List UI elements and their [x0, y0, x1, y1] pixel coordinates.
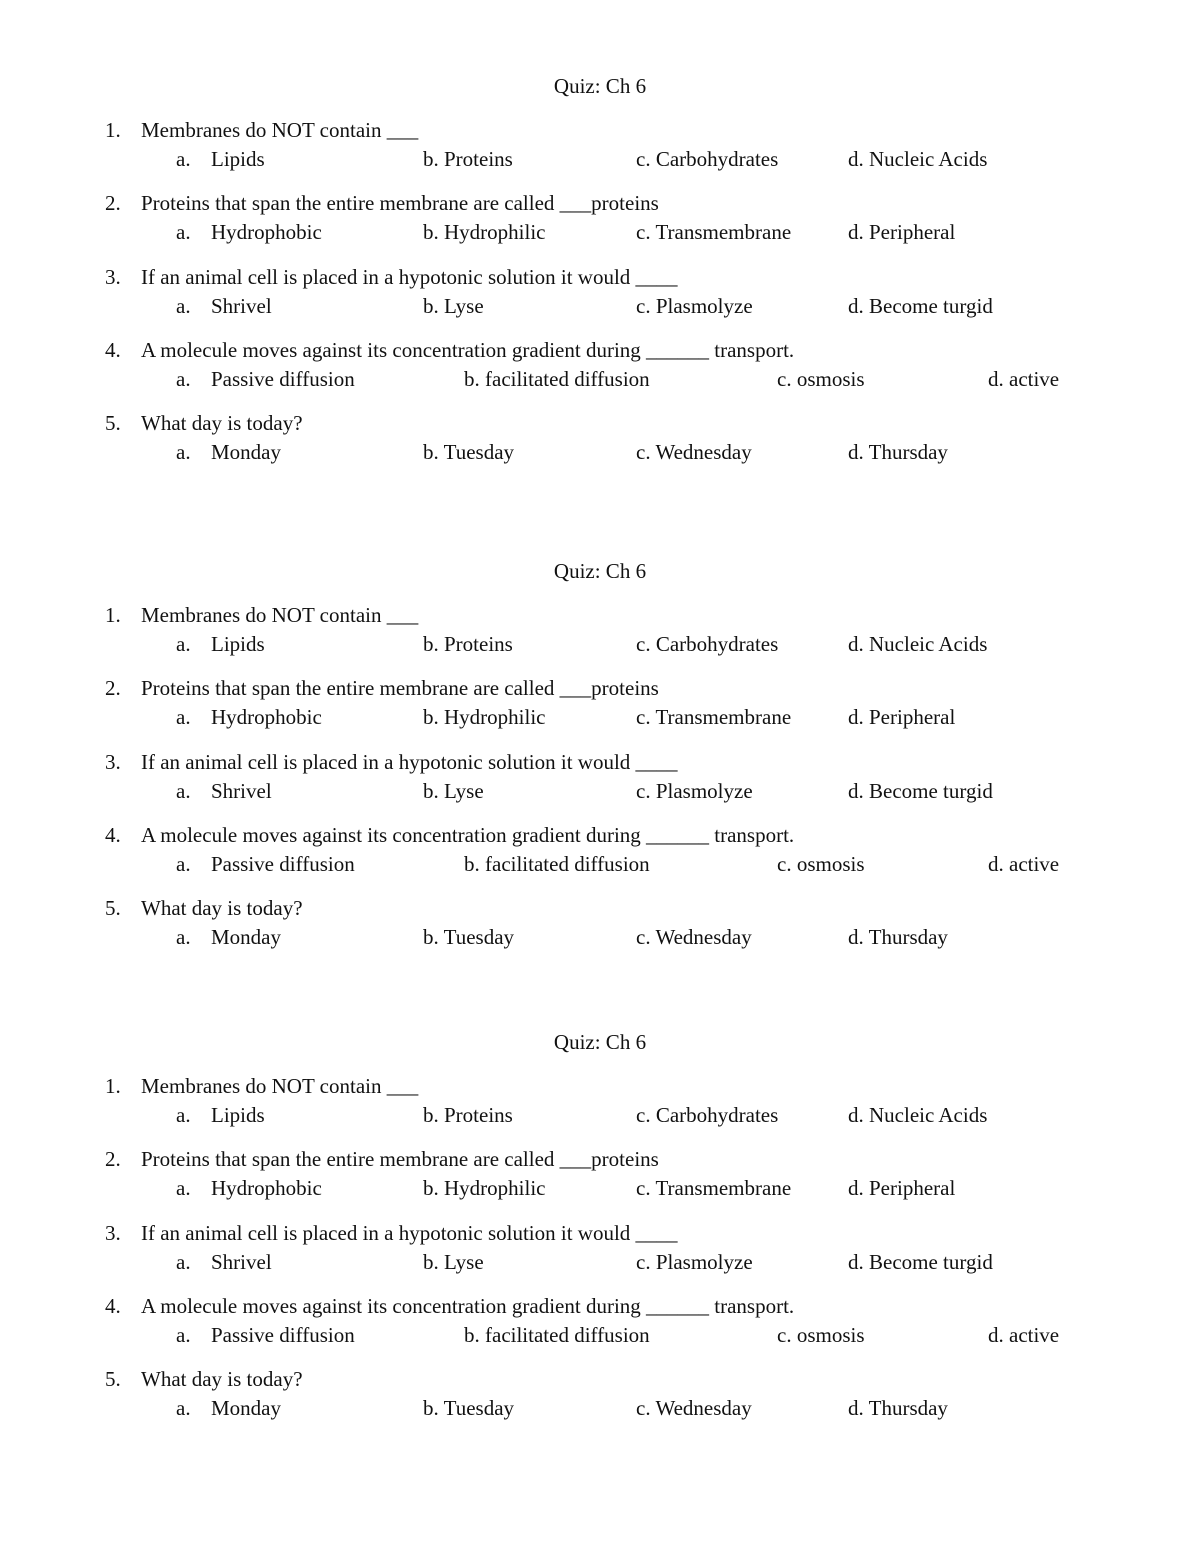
question-number: 3.: [105, 750, 121, 774]
question-number: 2.: [105, 191, 121, 215]
option-a: Shrivel: [211, 294, 272, 318]
option-b: b. Hydrophilic: [423, 220, 546, 244]
option-a: Monday: [211, 440, 281, 464]
option-a-letter: a.: [176, 1176, 191, 1200]
option-a: Monday: [211, 925, 281, 949]
question-number: 3.: [105, 265, 121, 289]
option-c: c. osmosis: [777, 852, 865, 876]
option-b: b. facilitated diffusion: [464, 852, 650, 876]
question-text: Membranes do NOT contain ___: [141, 603, 419, 627]
question-text: If an animal cell is placed in a hypotonic solution it would ____: [141, 750, 678, 774]
option-c: c. osmosis: [777, 367, 865, 391]
question-number: 1.: [105, 118, 121, 142]
option-c: c. Wednesday: [636, 1396, 752, 1420]
option-d: d. active: [988, 1323, 1060, 1347]
option-a-letter: a.: [176, 1323, 191, 1347]
option-b: b. Proteins: [423, 632, 513, 656]
option-a-letter: a.: [176, 147, 191, 171]
option-d: d. Peripheral: [848, 220, 956, 244]
option-b: b. Hydrophilic: [423, 1176, 546, 1200]
option-a: Hydrophobic: [211, 705, 322, 729]
option-c: c. osmosis: [777, 1323, 865, 1347]
option-b: b. Lyse: [423, 294, 484, 318]
option-b: b. Proteins: [423, 147, 513, 171]
question-text: A molecule moves against its concentration gradient during ______ transport.: [141, 338, 795, 362]
question-number: 5.: [105, 411, 121, 435]
question-number: 2.: [105, 676, 121, 700]
option-a: Hydrophobic: [211, 1176, 322, 1200]
option-a: Lipids: [211, 632, 265, 656]
question-number: 2.: [105, 1147, 121, 1171]
option-a-letter: a.: [176, 852, 191, 876]
option-a: Monday: [211, 1396, 281, 1420]
option-b: b. Proteins: [423, 1103, 513, 1127]
option-b: b. Hydrophilic: [423, 705, 546, 729]
option-b: b. Lyse: [423, 779, 484, 803]
option-c: c. Plasmolyze: [636, 294, 753, 318]
option-a-letter: a.: [176, 1396, 191, 1420]
question-number: 4.: [105, 1294, 121, 1318]
option-d: d. Thursday: [848, 440, 948, 464]
option-a: Passive diffusion: [211, 367, 355, 391]
option-c: c. Transmembrane: [636, 1176, 792, 1200]
option-a: Shrivel: [211, 779, 272, 803]
option-b: b. Tuesday: [423, 1396, 515, 1420]
option-a-letter: a.: [176, 779, 191, 803]
option-a: Lipids: [211, 147, 265, 171]
question-number: 5.: [105, 1367, 121, 1391]
option-a-letter: a.: [176, 1250, 191, 1274]
option-c: c. Transmembrane: [636, 705, 792, 729]
option-a-letter: a.: [176, 294, 191, 318]
question-text: What day is today?: [141, 1367, 303, 1391]
question-text: Proteins that span the entire membrane are called ___proteins: [141, 676, 659, 700]
option-a: Hydrophobic: [211, 220, 322, 244]
option-c: c. Plasmolyze: [636, 1250, 753, 1274]
question-text: A molecule moves against its concentration gradient during ______ transport.: [141, 1294, 795, 1318]
option-d: d. Thursday: [848, 925, 948, 949]
option-c: c. Plasmolyze: [636, 779, 753, 803]
question-number: 5.: [105, 896, 121, 920]
option-c: c. Wednesday: [636, 440, 752, 464]
quiz-title: Quiz: Ch 6: [553, 559, 647, 583]
option-c: c. Carbohydrates: [636, 632, 779, 656]
option-d: d. Peripheral: [848, 705, 956, 729]
option-d: d. Nucleic Acids: [848, 147, 988, 171]
option-a: Shrivel: [211, 1250, 272, 1274]
option-a-letter: a.: [176, 440, 191, 464]
question-number: 1.: [105, 603, 121, 627]
option-a: Passive diffusion: [211, 852, 355, 876]
question-text: What day is today?: [141, 411, 303, 435]
option-d: d. Nucleic Acids: [848, 1103, 988, 1127]
question-text: Membranes do NOT contain ___: [141, 118, 419, 142]
option-d: d. active: [988, 852, 1060, 876]
option-b: b. Tuesday: [423, 440, 515, 464]
quiz-title: Quiz: Ch 6: [553, 1030, 647, 1054]
question-text: What day is today?: [141, 896, 303, 920]
question-number: 4.: [105, 823, 121, 847]
option-a-letter: a.: [176, 632, 191, 656]
question-text: Proteins that span the entire membrane are called ___proteins: [141, 1147, 659, 1171]
option-d: d. active: [988, 367, 1060, 391]
option-a-letter: a.: [176, 1103, 191, 1127]
option-b: b. Lyse: [423, 1250, 484, 1274]
option-d: d. Become turgid: [848, 779, 993, 803]
option-d: d. Thursday: [848, 1396, 948, 1420]
option-d: d. Become turgid: [848, 294, 993, 318]
question-text: Membranes do NOT contain ___: [141, 1074, 419, 1098]
option-d: d. Peripheral: [848, 1176, 956, 1200]
option-c: c. Carbohydrates: [636, 147, 779, 171]
question-number: 3.: [105, 1221, 121, 1245]
option-a-letter: a.: [176, 220, 191, 244]
option-c: c. Wednesday: [636, 925, 752, 949]
question-number: 1.: [105, 1074, 121, 1098]
question-number: 4.: [105, 338, 121, 362]
option-a-letter: a.: [176, 925, 191, 949]
option-d: d. Become turgid: [848, 1250, 993, 1274]
option-b: b. facilitated diffusion: [464, 1323, 650, 1347]
option-b: b. facilitated diffusion: [464, 367, 650, 391]
option-c: c. Carbohydrates: [636, 1103, 779, 1127]
question-text: If an animal cell is placed in a hypotonic solution it would ____: [141, 1221, 678, 1245]
quiz-title: Quiz: Ch 6: [553, 74, 647, 98]
question-text: A molecule moves against its concentration gradient during ______ transport.: [141, 823, 795, 847]
option-a-letter: a.: [176, 367, 191, 391]
option-a: Passive diffusion: [211, 1323, 355, 1347]
option-a-letter: a.: [176, 705, 191, 729]
option-a: Lipids: [211, 1103, 265, 1127]
question-text: Proteins that span the entire membrane are called ___proteins: [141, 191, 659, 215]
option-d: d. Nucleic Acids: [848, 632, 988, 656]
question-text: If an animal cell is placed in a hypotonic solution it would ____: [141, 265, 678, 289]
option-c: c. Transmembrane: [636, 220, 792, 244]
option-b: b. Tuesday: [423, 925, 515, 949]
